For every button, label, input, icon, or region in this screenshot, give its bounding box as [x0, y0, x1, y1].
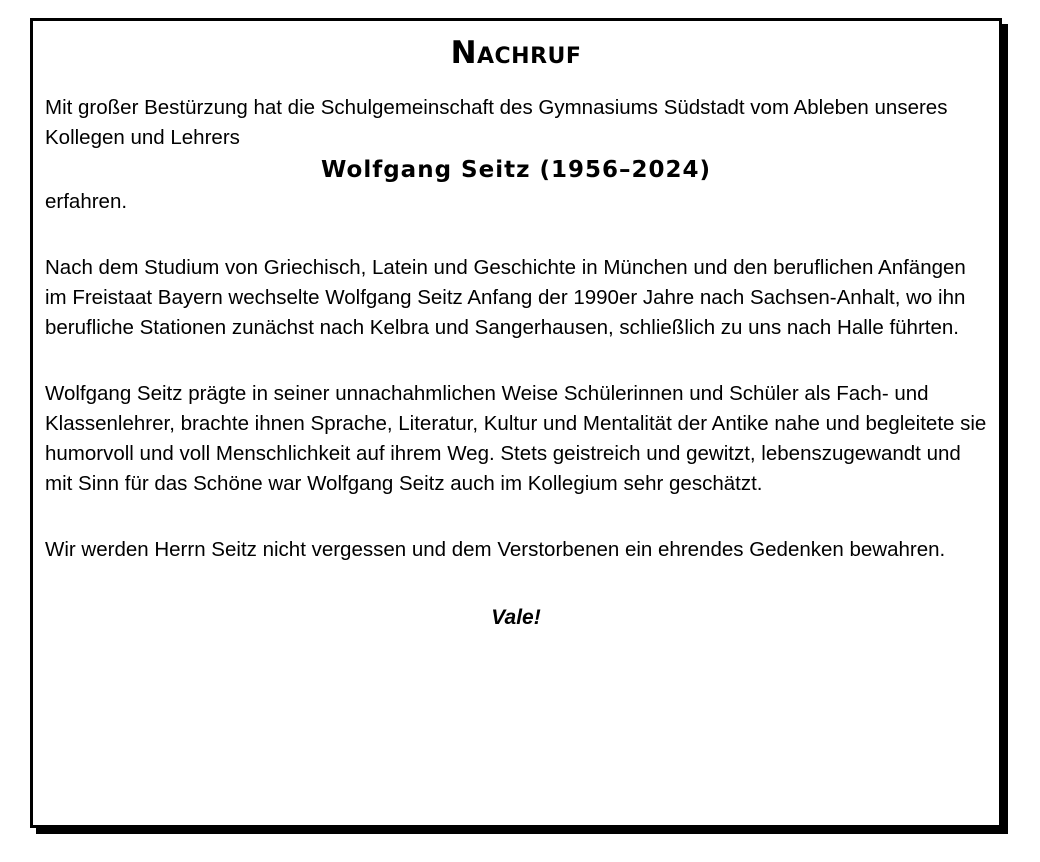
- remembrance-paragraph: Wir werden Herrn Seitz nicht vergessen und dem Verstorbenen ein ehrendes Gedenken bewahren.: [45, 538, 946, 561]
- intro-paragraph: Mit großer Bestürzung hat die Schulgemeinschaft des Gymnasiums Südstadt vom Ableben unseres Kollegen und Lehrers: [45, 96, 948, 149]
- page-title: Nachruf: [450, 35, 582, 71]
- tribute-paragraph: Wolfgang Seitz prägte in seiner unnachahmlichen Weise Schülerinnen und Schüler als Fach- und Klassenlehrer, brachte ihnen Sprache, Literatur, Kultur und Mentalität der Antike nahe und begleitete sie humorvoll und voll Menschlichkeit auf ihrem Weg. Stets geistreich und gewitzt, lebenszugewandt und mit Sinn für das Schöne war Wolfgang Seitz auch im Kollegium sehr geschätzt.: [45, 382, 987, 495]
- career-paragraph: Nach dem Studium von Griechisch, Latein und Geschichte in München und den beruflichen Anfängen im Freistaat Bayern wechselte Wolfgang Seitz Anfang der 1990er Jahre nach Sachsen-Anhalt, wo ihn berufliche Stationen zunächst nach Kelbra und Sangerhausen, schließlich zu uns nach Halle führten.: [45, 256, 966, 339]
- deceased-name: Wolfgang Seitz (1956–2024): [320, 157, 712, 183]
- intro-ending: erfahren.: [45, 190, 128, 213]
- obituary-card: [30, 18, 1002, 828]
- closing-farewell: Vale!: [491, 606, 541, 629]
